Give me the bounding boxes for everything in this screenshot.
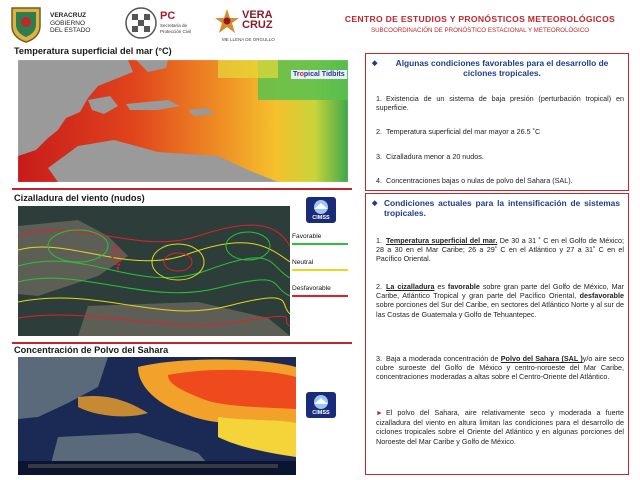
pc-sub-line-1: Secretaría de — [160, 23, 188, 28]
box1-item-4 — [376, 176, 624, 185]
veracruz-logo-text — [50, 12, 90, 35]
item-text: es — [434, 282, 448, 291]
sst-label: Temperatura superficial del mar. — [386, 236, 498, 245]
wind-shear-map-image — [18, 206, 290, 336]
item-text: Temperatura superficial del mar mayor a 26.5 ˚C — [386, 127, 541, 136]
legend-swatch — [292, 295, 348, 297]
brand-line-2: CRUZ — [242, 19, 273, 31]
shear-panel-title: Cizalladura del viento (nudos) — [14, 193, 145, 203]
divider-1 — [12, 188, 352, 190]
item-text: Cizalladura menor a 20 nudos. — [386, 152, 484, 161]
shear-legend — [292, 226, 354, 304]
legend-swatch — [292, 269, 348, 271]
cimss-logo-2 — [306, 392, 336, 418]
tropical-tidbits-badge — [291, 70, 347, 79]
saharan-dust-map-image — [18, 357, 296, 475]
pc-sub-line-2: Protección Civil — [160, 28, 192, 34]
diamond-bullet-icon: ◆ — [372, 60, 378, 67]
item-number: 4. — [376, 176, 382, 185]
box2-heading-text: Condiciones actuales para la intensificación de sistemas tropicales. — [384, 198, 620, 218]
veracruz-line-1: VERACRUZ — [50, 12, 87, 19]
box2-item-2 — [376, 282, 624, 319]
sal-label: Polvo del Sahara (SAL ) — [500, 354, 583, 363]
favorable-word: favorable — [447, 282, 480, 291]
favorable-conditions-box — [365, 53, 629, 191]
dust-panel-title: Concentración de Polvo del Sahara — [14, 345, 169, 355]
cimss-label-1: CIMSS — [312, 215, 330, 221]
item-number: 3. — [376, 152, 382, 161]
legend-item-desfavorable — [292, 278, 354, 304]
item-text: Concentraciones bajas o nulas de polvo del Sahara (SAL). — [386, 176, 573, 185]
brand-slogan: ME LLENA DE ORGULLO — [222, 37, 275, 42]
item-text: El polvo del Sahara, aire relativamente seco y moderada a fuerte cizalladura del viento en altura limitan las condiciones para el desarrollo de ciclones tropicales sobre el Oriente del Atlántico y en algunas porciones del Noroeste del Mar Caribe y Golfo de México. — [376, 408, 624, 446]
box1-item-2 — [376, 127, 624, 136]
current-conditions-box — [365, 193, 629, 475]
pc-logo-sub — [160, 23, 206, 34]
header — [0, 0, 640, 48]
item-text: Existencia de un sistema de baja presión (perturbación tropical) en superficie. — [376, 94, 624, 113]
box1-item-1 — [376, 94, 624, 112]
legend-swatch — [292, 243, 348, 245]
veracruz-shield-logo — [6, 4, 46, 44]
item-number: 2. — [376, 127, 382, 136]
box2-item-4 — [376, 408, 624, 446]
diamond-bullet-icon: ◆ — [372, 200, 378, 207]
page-title: CENTRO DE ESTUDIOS Y PRONÓSTICOS METEOROLÓGICOS — [344, 14, 616, 24]
box2-item-1 — [376, 236, 624, 264]
item-text: Baja a moderada concentración de — [386, 354, 501, 363]
legend-item-favorable — [292, 226, 354, 252]
legend-label: Favorable — [292, 233, 322, 240]
divider-2 — [12, 342, 352, 344]
box1-item-3 — [376, 152, 624, 161]
item-number: 1. — [376, 236, 382, 245]
box1-heading — [372, 58, 620, 78]
box2-item-3 — [376, 354, 624, 382]
veracruz-line-3: DEL ESTADO — [50, 27, 91, 34]
pc-logo-label: PC — [160, 10, 176, 22]
legend-label: Desfavorable — [292, 285, 331, 292]
box1-heading-text: Algunas condiciones favorables para el desarrollo de ciclones tropicales. — [395, 58, 609, 78]
item-number: 1. — [376, 94, 382, 103]
item-number: 3. — [376, 354, 382, 363]
cimss-logo-1 — [306, 197, 336, 223]
proteccion-civil-emblem — [124, 6, 158, 40]
tidbits-part-2: o — [299, 71, 304, 78]
tidbits-part-1: Tr — [293, 71, 300, 78]
veracruz-line-2: GOBIERNO — [50, 19, 86, 27]
sst-panel-title: Temperatura superficial del mar (°C) — [14, 46, 172, 56]
item-text: De 30 a 31 ˚ C en el Golfo de México; 28 a 30 en el Mar Caribe; 26 a 29˚ C en el Atlántico y 27 a 31˚ C en el Pacífico Oriental. — [376, 236, 624, 264]
brand-line-1: VERA — [242, 9, 273, 21]
cimss-label-2: CIMSS — [312, 410, 330, 416]
veracruz-brand-text — [242, 10, 273, 30]
veracruz-star-logo — [214, 8, 240, 34]
item-text: sobre porciones del Sur del Caribe, en sectores del Atlántico Norte y al sur de las Costas de Guatemala y Golfo de Tehuantepec. — [376, 300, 624, 319]
page-subtitle: SUBCOORDINACIÓN DE PRONÓSTICO ESTACIONAL Y METEOROLÓGICO — [370, 27, 590, 34]
desfavorable-word: desfavorable — [579, 291, 624, 301]
box2-heading — [372, 198, 620, 218]
item-number: 2. — [376, 282, 382, 291]
tidbits-part-3: pical Tidbits — [303, 71, 345, 78]
item-text: sobre gran parte del Golfo de México, Mar Caribe, Atlántico Tropical y gran parte del Pacífico Oriental, — [376, 282, 624, 301]
shear-label: La cizalladura — [386, 282, 435, 291]
item-text: y/o aire seco cubre suroeste del Golfo de México y centro-noroeste del Mar Caribe, concentraciones moderadas a altas sobre el Centro-Oriente del Atlántico. — [376, 354, 625, 382]
triangle-bullet-icon: ► — [376, 410, 383, 417]
legend-label: Neutral — [292, 259, 314, 266]
legend-item-neutral — [292, 252, 354, 278]
